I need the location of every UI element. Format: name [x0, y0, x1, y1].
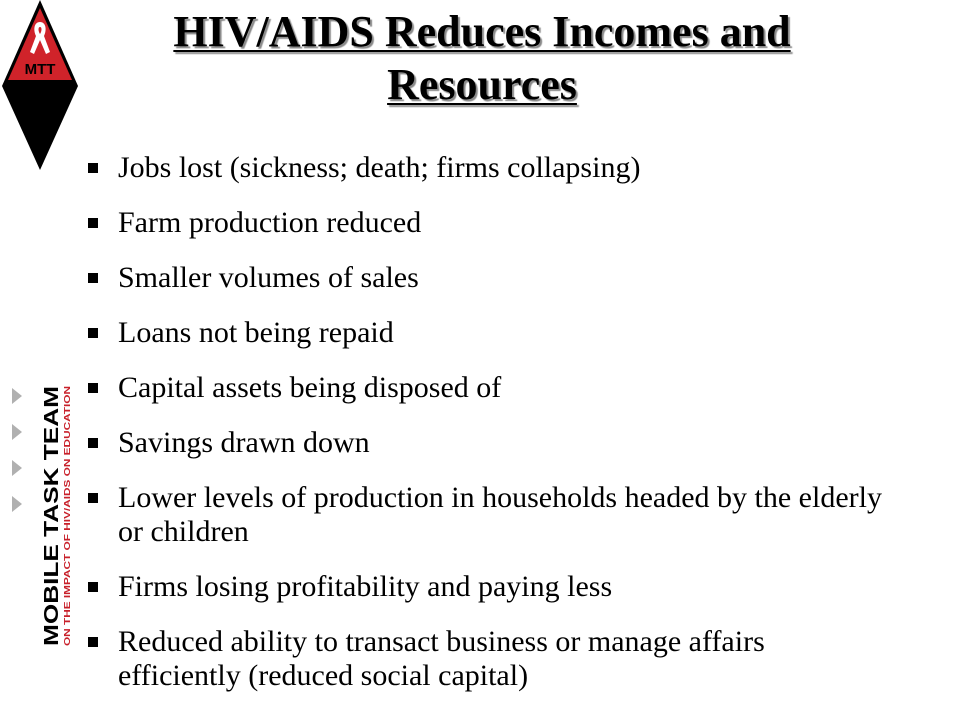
bullet-item	[88, 206, 888, 240]
triangle-marker-icon	[12, 460, 22, 476]
bullet-text: Smaller volumes of sales	[118, 261, 419, 294]
bullet-text: Reduced ability to transact business or manage affairs efficiently (reduced social capital)	[118, 625, 765, 692]
bullet-item	[88, 316, 888, 350]
bullet-text: Farm production reduced	[118, 206, 422, 239]
triangle-marker-icon	[12, 388, 22, 404]
mtt-logo	[0, 0, 80, 172]
sidebar-org-text	[22, 384, 82, 648]
bullet-text: Jobs lost (sickness; death; firms collapsing)	[118, 151, 641, 184]
bullet-text: Savings drawn down	[118, 426, 370, 459]
bullet-text: Capital assets being disposed of	[118, 371, 502, 404]
bullet-text: Firms losing profitability and paying less	[118, 570, 613, 603]
bullet-text: Loans not being repaid	[118, 316, 394, 349]
bullet-text: Lower levels of production in households headed by the elderly or children	[118, 481, 882, 548]
bullet-item	[88, 426, 888, 460]
square-bullet-icon	[88, 438, 98, 448]
square-bullet-icon	[88, 218, 98, 228]
bullet-item	[88, 481, 888, 549]
square-bullet-icon	[88, 383, 98, 393]
logo-text: MTT	[24, 61, 56, 78]
square-bullet-icon	[88, 637, 98, 647]
bullet-item	[88, 261, 888, 295]
slide-title: HIV/AIDS Reduces Incomes and Resources	[173, 7, 791, 109]
square-bullet-icon	[88, 163, 98, 173]
triangle-marker-icon	[12, 424, 22, 440]
bullet-item	[88, 570, 888, 604]
bullet-item	[88, 151, 888, 185]
square-bullet-icon	[88, 582, 98, 592]
bullet-item	[88, 371, 888, 405]
triangle-marker-icon	[12, 496, 22, 512]
bullet-item	[88, 625, 888, 693]
bullet-list	[88, 151, 888, 714]
square-bullet-icon	[88, 273, 98, 283]
org-name: MOBILE TASK TEAM	[41, 447, 63, 646]
square-bullet-icon	[88, 493, 98, 503]
org-subtitle: ON THE IMPACT OF HIV/AIDS ON EDUCATION	[62, 458, 72, 646]
square-bullet-icon	[88, 328, 98, 338]
